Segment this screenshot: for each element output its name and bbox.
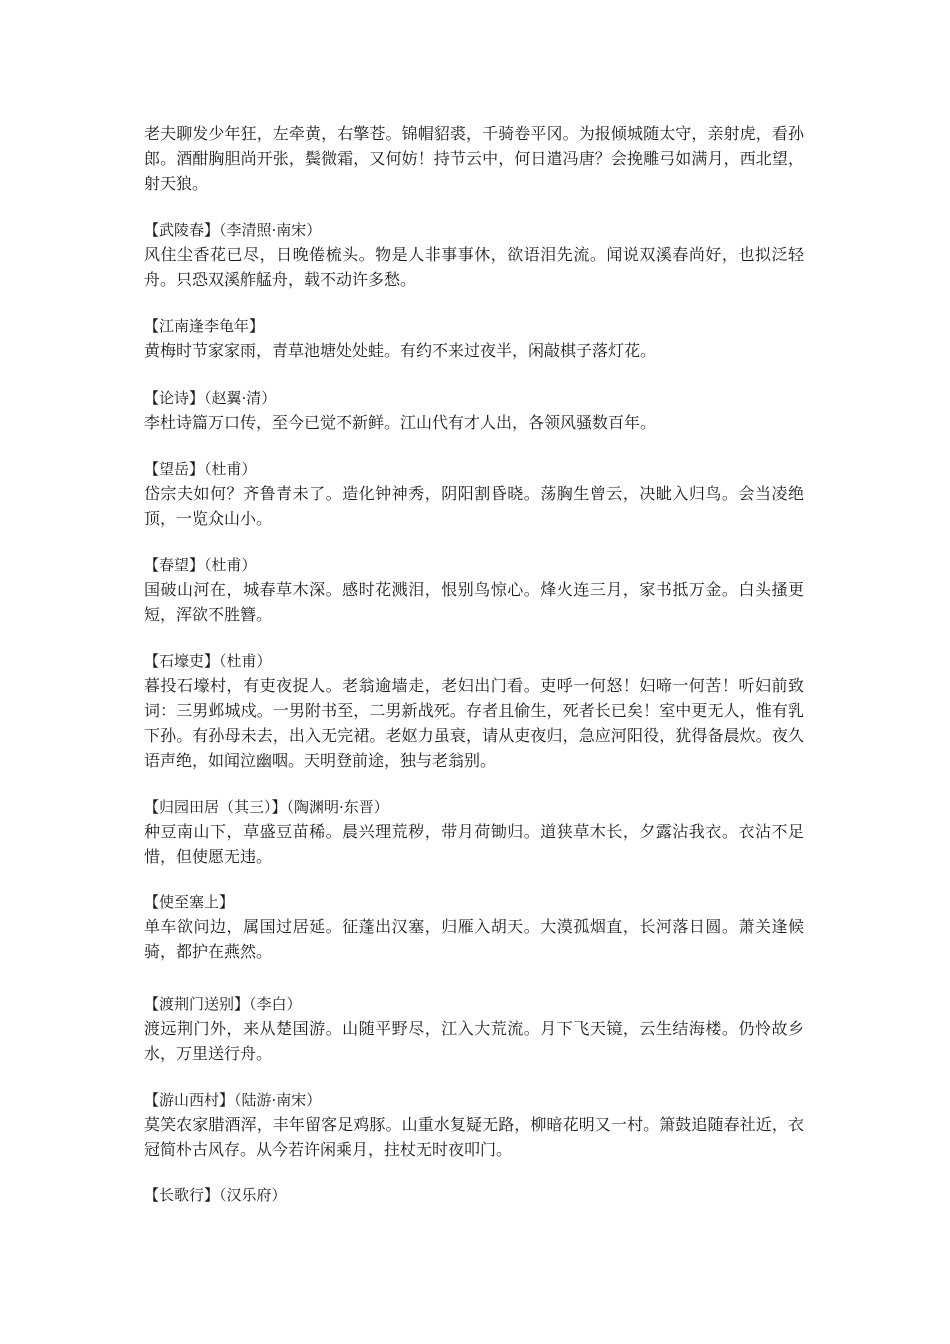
poem-body: 岱宗夫如何？齐鲁青未了。造化钟神秀，阴阳割昏晓。荡胸生曾云，决眦入归鸟。会当凌绝顶，一览众山小。 <box>144 484 804 528</box>
poem-heading <box>144 219 804 241</box>
poem-heading <box>144 650 804 672</box>
poem-title: 【归园田居（其三）】 <box>144 798 287 816</box>
poem-entry <box>144 891 804 964</box>
poem-body: 渡远荆门外，来从楚国游。山随平野尽，江入大荒流。月下飞天镜，云生结海楼。仍怜故乡水，万里送行舟。 <box>144 1019 804 1063</box>
poem-heading <box>144 891 804 913</box>
poem-author: （汉乐府） <box>219 1186 287 1204</box>
poem-author: （杜甫） <box>204 556 257 574</box>
poem-heading <box>144 458 804 480</box>
poem-list <box>144 219 804 1206</box>
poem-heading <box>144 554 804 576</box>
poem-title: 【春望】 <box>144 556 205 574</box>
poem-entry <box>144 458 804 531</box>
poem-entry <box>144 387 804 435</box>
poem-entry <box>144 1184 804 1206</box>
poem-author: （赵翼·清） <box>204 389 277 407</box>
poem-title: 【长歌行】 <box>144 1186 220 1204</box>
poem-entry <box>144 1089 804 1162</box>
poem-author: （杜甫） <box>204 460 257 478</box>
document-page <box>144 121 804 1206</box>
poem-author: （陆游·南宋） <box>234 1091 322 1109</box>
poem-heading <box>144 387 804 409</box>
poem-body: 风住尘香花已尽，日晚倦梳头。物是人非事事休，欲语泪先流。闻说双溪春尚好，也拟泛轻舟。只恐双溪舴艋舟，载不动许多愁。 <box>144 245 804 289</box>
poem-body: 国破山河在，城春草木深。感时花溅泪，恨别鸟惊心。烽火连三月，家书抵万金。白头搔更短，浑欲不胜簪。 <box>144 580 804 624</box>
poem-body: 黄梅时节家家雨，青草池塘处处蛙。有约不来过夜半，闲敲棋子落灯花。 <box>144 341 657 360</box>
poem-author: （陶渊明·东晋） <box>286 798 389 816</box>
intro-paragraph: 老夫聊发少年狂，左牵黄，右擎苍。锦帽貂裘，千骑卷平冈。为报倾城随太守，亲射虎，看孙郎。酒酣胸胆尚开张，鬓微霜，又何妨！持节云中，何日遣冯唐？会挽雕弓如满月，西北望，射天狼。 <box>144 124 804 193</box>
poem-entry <box>144 219 804 292</box>
poem-title: 【江南逢李龟年】 <box>144 317 265 335</box>
poem-heading <box>144 1089 804 1111</box>
poem-body: 莫笑农家腊酒浑，丰年留客足鸡豚。山重水复疑无路，柳暗花明又一村。箫鼓追随春社近，衣冠简朴古风存。从今若许闲乘月，拄杖无时夜叩门。 <box>144 1115 804 1159</box>
poem-body: 种豆南山下，草盛豆苗稀。晨兴理荒秽，带月荷锄归。道狭草木长，夕露沾我衣。衣沾不足惜，但使愿无违。 <box>144 822 804 866</box>
poem-title: 【论诗】 <box>144 389 205 407</box>
poem-title: 【使至塞上】 <box>144 893 235 911</box>
poem-author: （杜甫） <box>219 652 272 670</box>
poem-body: 单车欲问边，属国过居延。征蓬出汉塞，归雁入胡天。大漠孤烟直，长河落日圆。萧关逢候骑，都护在燕然。 <box>144 917 804 961</box>
poem-entry <box>144 315 804 363</box>
poem-entry <box>144 554 804 627</box>
poem-title: 【武陵春】 <box>144 221 220 239</box>
poem-body: 李杜诗篇万口传，至今已觉不新鲜。江山代有才人出，各领风骚数百年。 <box>144 413 657 432</box>
poem-entry <box>144 993 804 1066</box>
poem-title: 【渡荆门送别】 <box>144 995 250 1013</box>
poem-heading <box>144 796 804 818</box>
poem-heading <box>144 993 804 1015</box>
poem-title: 【望岳】 <box>144 460 205 478</box>
poem-body: 暮投石壕村，有吏夜捉人。老翁逾墙走，老妇出门看。吏呼一何怒！妇啼一何苦！听妇前致词：三男邺城戍。一男附书至，二男新战死。存者且偷生，死者长已矣！室中更无人，惟有乳下孙。有孙母未去，出入无完裙。老妪力虽衰，请从吏夜归，急应河阳役，犹得备晨炊。夜久语声绝，如闻泣幽咽。天明登前途，独与老翁别。 <box>144 676 804 770</box>
poem-title: 【石壕吏】 <box>144 652 220 670</box>
poem-entry <box>144 650 804 773</box>
poem-entry <box>144 796 804 869</box>
poem-author: （李清照·南宋） <box>219 221 322 239</box>
poem-title: 【游山西村】 <box>144 1091 235 1109</box>
poem-heading <box>144 1184 804 1206</box>
poem-heading <box>144 315 804 337</box>
poem-author: （李白） <box>249 995 302 1013</box>
